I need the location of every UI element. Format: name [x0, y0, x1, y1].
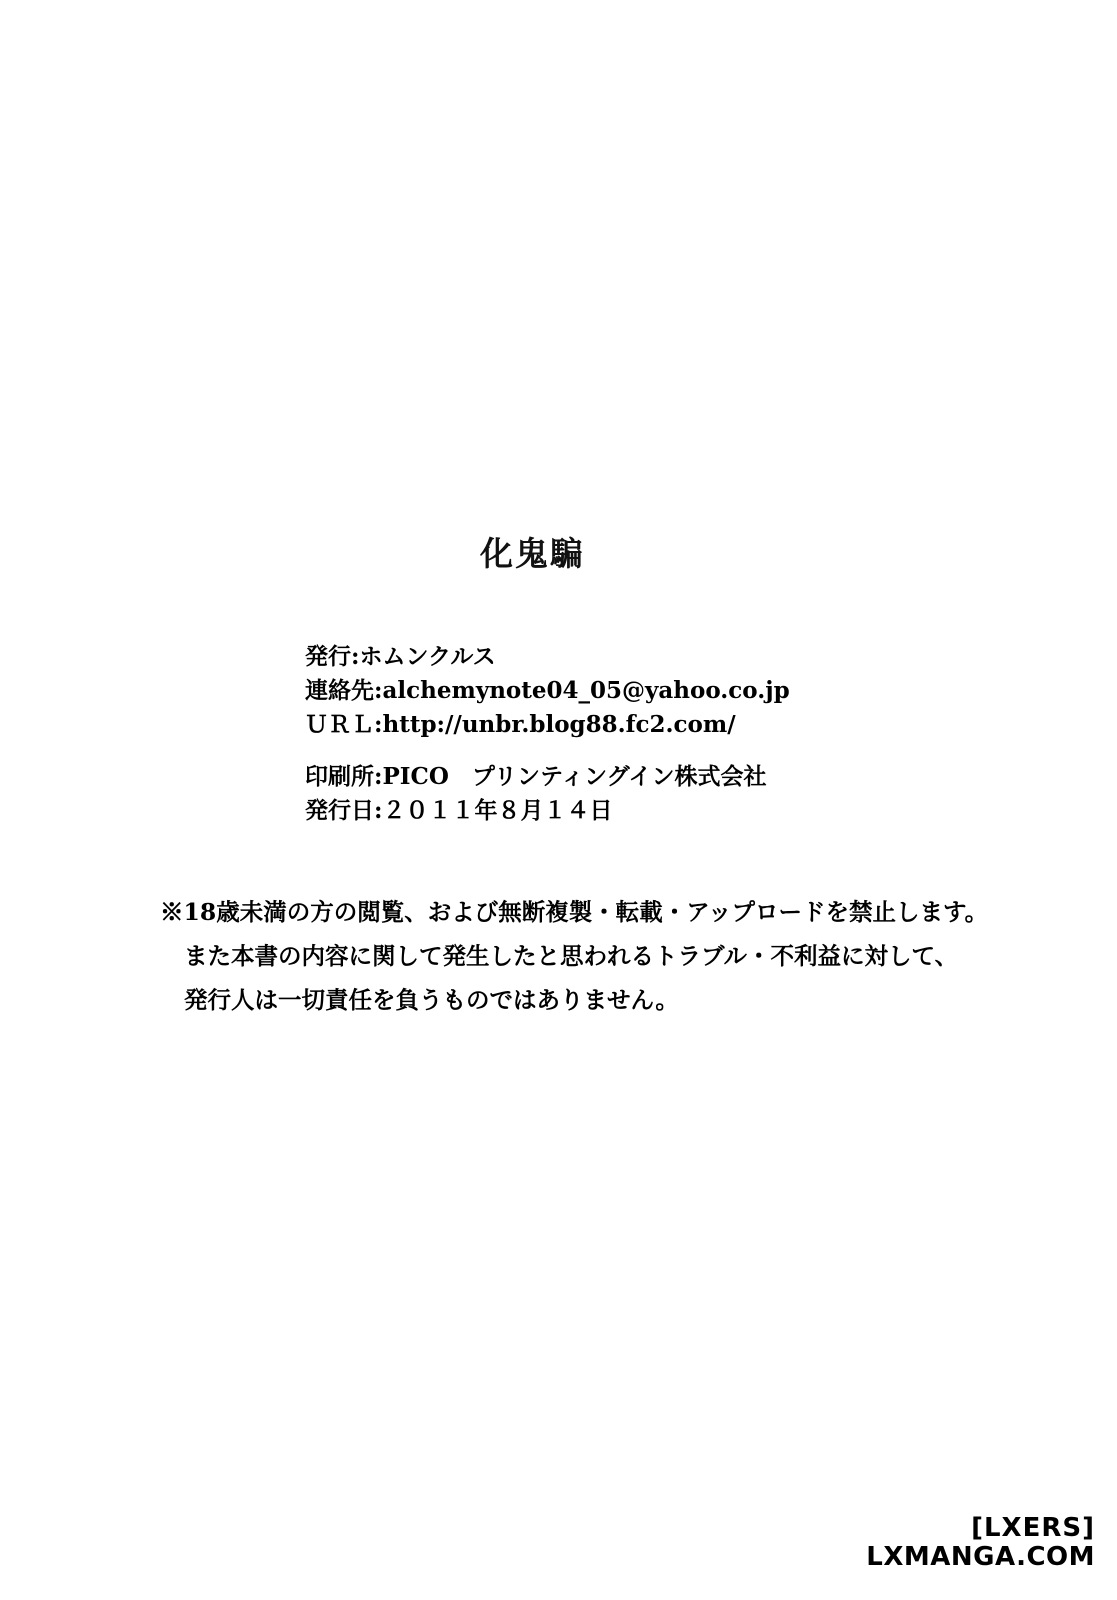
legal-notice	[160, 890, 990, 1022]
credit-publisher: 発行:ホムンクルス	[305, 643, 496, 670]
watermark-site: LXMANGA.COM	[866, 1541, 1095, 1572]
credit-printer: 印刷所:PICO プリンティングイン株式会社	[305, 763, 767, 790]
watermark-group: [LXERS]	[971, 1512, 1095, 1543]
notice-line-2: また本書の内容に関して発生したと思われるトラブル・不利益に対して、	[184, 942, 959, 970]
credit-url: ＵＲＬ:http://unbr.blog88.fc2.com/	[305, 711, 736, 738]
page-title: 化鬼騙	[480, 534, 585, 573]
notice-line-3: 発行人は一切責任を負うものではありません。	[184, 986, 679, 1014]
watermark	[866, 1514, 1095, 1572]
credit-contact-email: 連絡先:alchemynote04_05@yahoo.co.jp	[305, 677, 790, 704]
credits-spacer	[305, 742, 790, 760]
notice-line-1: ※18歳未満の方の閲覧、および無断複製・転載・アップロードを禁止します。	[160, 898, 989, 926]
credits-block	[305, 640, 790, 828]
credit-publication-date: 発行日:２０１１年８月１４日	[305, 797, 613, 824]
